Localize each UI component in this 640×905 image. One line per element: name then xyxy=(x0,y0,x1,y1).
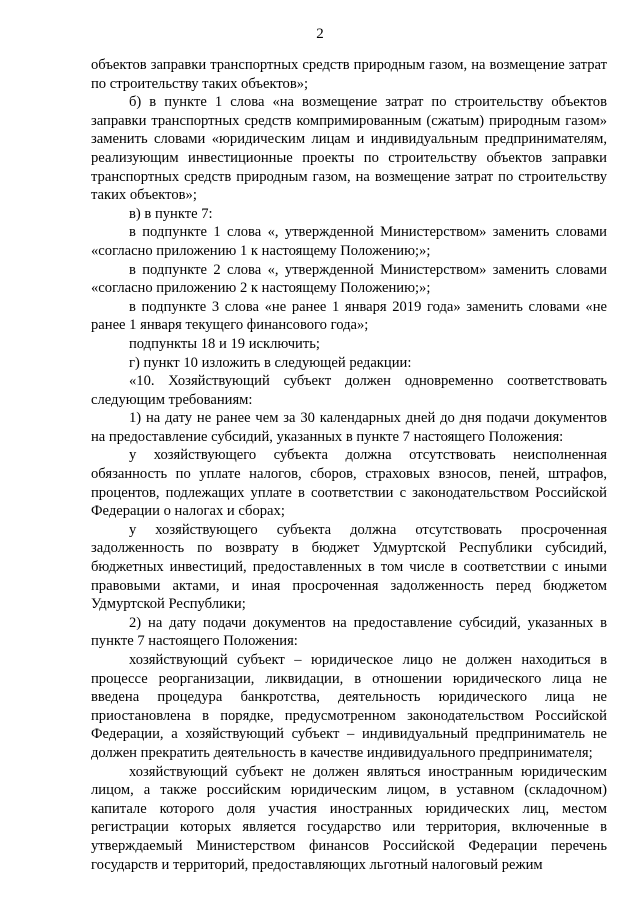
paragraph-subitems-18-19: подпункты 18 и 19 исключить; xyxy=(129,335,320,352)
paragraph-item-v: в) в пункте 7: xyxy=(129,205,213,222)
paragraph-clause-10: «10. Хозяйствующий субъект должен одновременно соответствовать следующим требованиям: xyxy=(91,373,607,408)
paragraph-tax-obligation: у хозяйствующего субъекта должна отсутствовать неисполненная обязанность по уплате налогов, сборов, страховых взносов, пеней, штрафов, процентов, подлежащих уплате в соответствии с законодательством Российской Федерации о налогах и сборах; xyxy=(91,447,607,520)
paragraph-budget-debt: у хозяйствующего субъекта должна отсутствовать просроченная задолженность по возврату в бюджет Удмуртской Республики субсидий, бюджетных инвестиций, предоставленных в том числе в соответствии с иными правовыми актами, и иная просроченная задолженность перед бюджетом Удмуртской Республики; xyxy=(91,521,607,613)
paragraph-subitem-1: в подпункте 1 слова «, утвержденной Министерством» заменить словами «согласно приложению 1 к настоящему Положению;»; xyxy=(91,224,607,259)
paragraph-requirement-1: 1) на дату не ранее чем за 30 календарных дней до дня подачи документов на предоставление субсидий, указанных в пункте 7 настоящего Положения: xyxy=(91,410,607,445)
paragraph-foreign-entity: хозяйствующий субъект не должен являться иностранным юридическим лицом, а также российским юридическим лицом, в уставном (складочном) капитале которого доля участия иностранных юридических лиц, местом регистрации которых является государство или территория, включенные в утверждаемый Министерством финансов Российской Федерации перечень государств и территорий, предоставляющих льготный налоговый режим xyxy=(91,763,607,873)
paragraph-continuation: объектов заправки транспортных средств природным газом, на возмещение затрат по строительству таких объектов»; xyxy=(91,57,607,92)
paragraph-reorganization: хозяйствующий субъект – юридическое лицо не должен находиться в процессе реорганизации, ликвидации, в отношении юридического лица не введена процедура банкротства, деятельность юридического лица не приостановлена в порядке, предусмотренном законодательством Российской Федерации, а хозяйствующий субъект – индивидуальный предприниматель не должен прекратить деятельность в качестве индивидуального предпринимателя; xyxy=(91,652,607,761)
document-body xyxy=(91,56,607,874)
paragraph-item-b: б) в пункте 1 слова «на возмещение затрат по строительству объектов заправки транспортных средств компримированным (сжатым) природным газом» заменить словами «юридическим лицам и индивидуальным предпринимателям, реализующим инвестиционные проекты по строительству объектов заправки транспортных средств природным газом, на возмещение затрат по строительству таких объектов»; xyxy=(91,94,607,204)
paragraph-item-g: г) пункт 10 изложить в следующей редакции: xyxy=(129,354,412,371)
page-number: 2 xyxy=(316,26,324,42)
paragraph-requirement-2: 2) на дату подачи документов на предоставление субсидий, указанных в пункте 7 настоящего Положения: xyxy=(91,614,607,650)
paragraph-subitem-2: в подпункте 2 слова «, утвержденной Министерством» заменить словами «согласно приложению 2 к настоящему Положению;»; xyxy=(91,261,607,297)
paragraph-subitem-3: в подпункте 3 слова «не ранее 1 января 2019 года» заменить словами «не ранее 1 января текущего финансового года»; xyxy=(91,298,607,334)
